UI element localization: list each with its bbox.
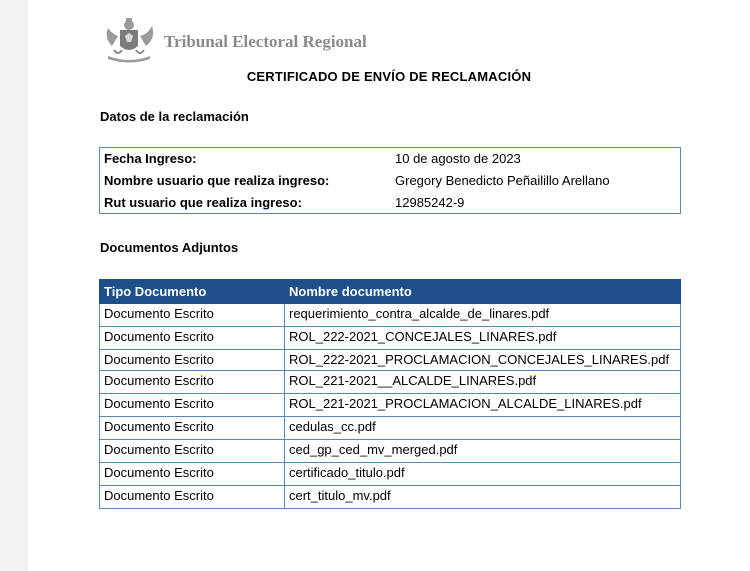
doc-name-cell: ROL_221-2021_PROCLAMACION_ALCALDE_LINARES.pdf — [285, 394, 681, 417]
claim-label: Rut usuario que realiza ingreso: — [104, 195, 302, 210]
doc-type-cell: Documento Escrito — [100, 350, 285, 371]
letterhead — [98, 14, 367, 66]
doc-type-cell: Documento Escrito — [100, 327, 285, 350]
coat-of-arms-logo — [98, 16, 160, 64]
table-row — [100, 394, 681, 417]
claim-value: Gregory Benedicto Peñailillo Arellano — [395, 173, 610, 188]
doc-name-cell: requerimiento_contra_alcalde_de_linares.pdf — [285, 304, 681, 327]
claim-label: Fecha Ingreso: — [104, 151, 197, 166]
claim-info-box — [99, 147, 681, 214]
table-row — [100, 463, 681, 486]
attachments-table — [99, 279, 681, 509]
table-row — [100, 327, 681, 350]
table-row — [100, 371, 681, 394]
claim-label: Nombre usuario que realiza ingreso: — [104, 173, 330, 188]
table-row — [100, 304, 681, 327]
document-title: CERTIFICADO DE ENVÍO DE RECLAMACIÓN — [246, 69, 532, 84]
doc-type-cell: Documento Escrito — [100, 486, 285, 509]
doc-type-cell: Documento Escrito — [100, 417, 285, 440]
table-row — [100, 350, 681, 371]
doc-type-cell: Documento Escrito — [100, 463, 285, 486]
doc-type-cell: Documento Escrito — [100, 394, 285, 417]
doc-name-cell: ced_gp_ced_mv_merged.pdf — [285, 440, 681, 463]
table-row — [100, 486, 681, 509]
document-page — [28, 0, 750, 571]
claim-value: 10 de agosto de 2023 — [395, 151, 521, 166]
doc-name-cell: cedulas_cc.pdf — [285, 417, 681, 440]
doc-name-cell: certificado_titulo.pdf — [285, 463, 681, 486]
doc-name-cell: ROL_221-2021__ALCALDE_LINARES.pdf — [285, 371, 681, 394]
column-header-type: Tipo Documento — [100, 280, 285, 304]
doc-type-cell: Documento Escrito — [100, 304, 285, 327]
claim-row-date — [104, 151, 678, 171]
doc-type-cell: Documento Escrito — [100, 440, 285, 463]
column-header-name: Nombre documento — [285, 280, 681, 304]
doc-name-cell: ROL_222-2021_PROCLAMACION_CONCEJALES_LINARES.pdf — [285, 350, 681, 371]
table-row — [100, 417, 681, 440]
attachments-section-title: Documentos Adjuntos — [100, 240, 239, 255]
doc-type-cell: Documento Escrito — [100, 371, 285, 394]
claim-value: 12985242-9 — [395, 195, 465, 210]
table-header-row — [100, 280, 681, 304]
claim-section-title: Datos de la reclamación — [100, 109, 249, 124]
doc-name-cell: ROL_222-2021_CONCEJALES_LINARES.pdf — [285, 327, 681, 350]
claim-row-user-rut — [104, 195, 678, 215]
table-row — [100, 440, 681, 463]
organization-name: Tribunal Electoral Regional — [164, 32, 367, 51]
doc-name-cell: cert_titulo_mv.pdf — [285, 486, 681, 509]
claim-row-user-name — [104, 173, 678, 193]
